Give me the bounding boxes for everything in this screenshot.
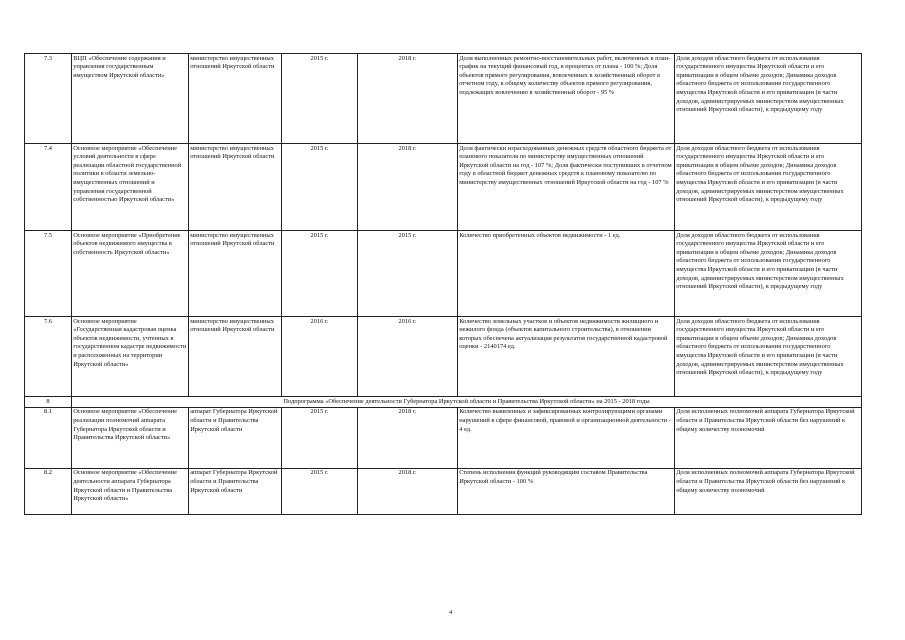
target-indicator: Доля доходов областного бюджета от использования государственного имущества Иркутской области и его приватизации в общем объеме доходов; Динамика доходов областного бюджета от использования государственного имущества Иркутской области и его приватизации (в части доходов, администрируемых министерством имущественных отношений Иркутской области), к предыдущему году <box>675 54 862 144</box>
row-number: 8.1 <box>25 407 72 468</box>
start-year: 2015 г. <box>282 468 358 514</box>
activity-name: Основное мероприятие «Государственная кадастровая оценка объектов недвижимости, учтенных в государственном кадастре недвижимости и расположенных на территории Иркутской области» <box>72 317 189 397</box>
start-year: 2015 г. <box>282 407 358 468</box>
table-row <box>25 317 862 397</box>
start-year: 2015 г. <box>282 144 358 231</box>
target-indicator: Доля доходов областного бюджета от использования государственного имущества Иркутской области и его приватизации в общем объеме доходов; Динамика доходов областного бюджета от использования государственного имущества Иркутской области и его приватизации (в части доходов, администрируемых министерством имущественных отношений Иркутской области), к предыдущему году <box>675 317 862 397</box>
section-number: 8 <box>25 397 72 408</box>
row-number: 7.3 <box>25 54 72 144</box>
target-indicator: Доля доходов областного бюджета от использования государственного имущества Иркутской области и его приватизации в общем объеме доходов; Динамика доходов областного бюджета от использования государственного имущества Иркутской области и его приватизации (в части доходов, администрируемых министерством имущественных отношений Иркутской области), к предыдущему году <box>675 144 862 231</box>
executor: министерство имущественных отношений Иркутской области <box>189 231 282 317</box>
executor: министерство имущественных отношений Иркутской области <box>189 144 282 231</box>
program-table <box>24 53 862 515</box>
direct-result: Доля выполненных ремонтно-восстановительных работ, включенных в план-график на текущий финансовый год, в процентах от плана - 100 %; Доля объектов прямого регулирования, вовлеченных в хозяйственный оборот в отчетном году, к общему количеству объектов прямого регулирования, подлежащих вовлечению в хозяйственный оборот - 95 % <box>458 54 675 144</box>
direct-result: Степень исполнения функций руководящим составом Правительства Иркутской области - 100 % <box>458 468 675 514</box>
section-title: Подпрограмма «Обеспечение деятельности Губернатора Иркутской области и Правительства Иркутской области» на 2015 - 2018 годы <box>72 397 862 408</box>
table-row <box>25 54 862 144</box>
activity-name: Основное мероприятие «Обеспечение реализации полномочий аппарата Губернатора Иркутской области и Правительства Иркутской области» <box>72 407 189 468</box>
end-year: 2016 г. <box>358 317 458 397</box>
section-row <box>25 397 862 408</box>
direct-result: Количество выявленных и зафиксированных контролирующими органами нарушений в сфере финансовой, правовой и организационной деятельности - 4 ед. <box>458 407 675 468</box>
end-year: 2018 г. <box>358 468 458 514</box>
end-year: 2018 г. <box>358 144 458 231</box>
table-row <box>25 231 862 317</box>
activity-name: Основное мероприятие «Обеспечение деятельности аппарата Губернатора Иркутской области и Правительства Иркутской области» <box>72 468 189 514</box>
end-year: 2015 г. <box>358 231 458 317</box>
row-number: 7.4 <box>25 144 72 231</box>
target-indicator: Доля доходов областного бюджета от использования государственного имущества Иркутской области и его приватизации в общем объеме доходов; Динамика доходов областного бюджета от использования государственного имущества Иркутской области и его приватизации (в части доходов, администрируемых министерством имущественных отношений Иркутской области), к предыдущему году <box>675 231 862 317</box>
table-row <box>25 468 862 514</box>
activity-name: ВЦП «Обеспечение содержания и управления государственным имуществом Иркутской области» <box>72 54 189 144</box>
row-number: 8.2 <box>25 468 72 514</box>
row-number: 7.6 <box>25 317 72 397</box>
direct-result: Количество земельных участков и объектов недвижимости жилищного и нежилого фонда (объектов капитального строительства), в отношении которых обеспечена актуализация результатов государственной кадастровой оценки - 2140174 ед. <box>458 317 675 397</box>
page-number: 4 <box>449 609 453 616</box>
start-year: 2015 г. <box>282 54 358 144</box>
end-year: 2018 г. <box>358 54 458 144</box>
executor: аппарат Губернатора Иркутской области и Правительства Иркутской области <box>189 407 282 468</box>
executor: аппарат Губернатора Иркутской области и Правительства Иркутской области <box>189 468 282 514</box>
start-year: 2016 г. <box>282 317 358 397</box>
activity-name: Основное мероприятие «Приобретение объектов недвижимого имущества в собственность Иркутской области» <box>72 231 189 317</box>
row-number: 7.5 <box>25 231 72 317</box>
direct-result: Количество приобретенных объектов недвижимости - 1 ед. <box>458 231 675 317</box>
table-row <box>25 407 862 468</box>
end-year: 2018 г. <box>358 407 458 468</box>
target-indicator: Доля исполненных полномочий аппарата Губернатора Иркутской области и Правительства Иркутской области без нарушений к общему количеству полномочий <box>675 468 862 514</box>
table-row <box>25 144 862 231</box>
activity-name: Основное мероприятие «Обеспечение условий деятельности в сфере реализации областной государственной политики в области земельно-имущественных отношений и управления государственной собственностью Иркутской области» <box>72 144 189 231</box>
direct-result: Доля фактически израсходованных денежных средств областного бюджета от планового показателя по министерству имущественных отношений Иркутской области на год - 107 %; Доля фактически поступивших в отчетном году в областной бюджет денежных средств к плановому показателю по министерству имущественных отношений Иркутской области на год - 107 % <box>458 144 675 231</box>
executor: министерство имущественных отношений Иркутской области <box>189 54 282 144</box>
executor: министерство имущественных отношений Иркутской области <box>189 317 282 397</box>
start-year: 2015 г. <box>282 231 358 317</box>
target-indicator: Доля исполненных полномочий аппарата Губернатора Иркутской области и Правительства Иркутской области без нарушений к общему количеству полномочий <box>675 407 862 468</box>
